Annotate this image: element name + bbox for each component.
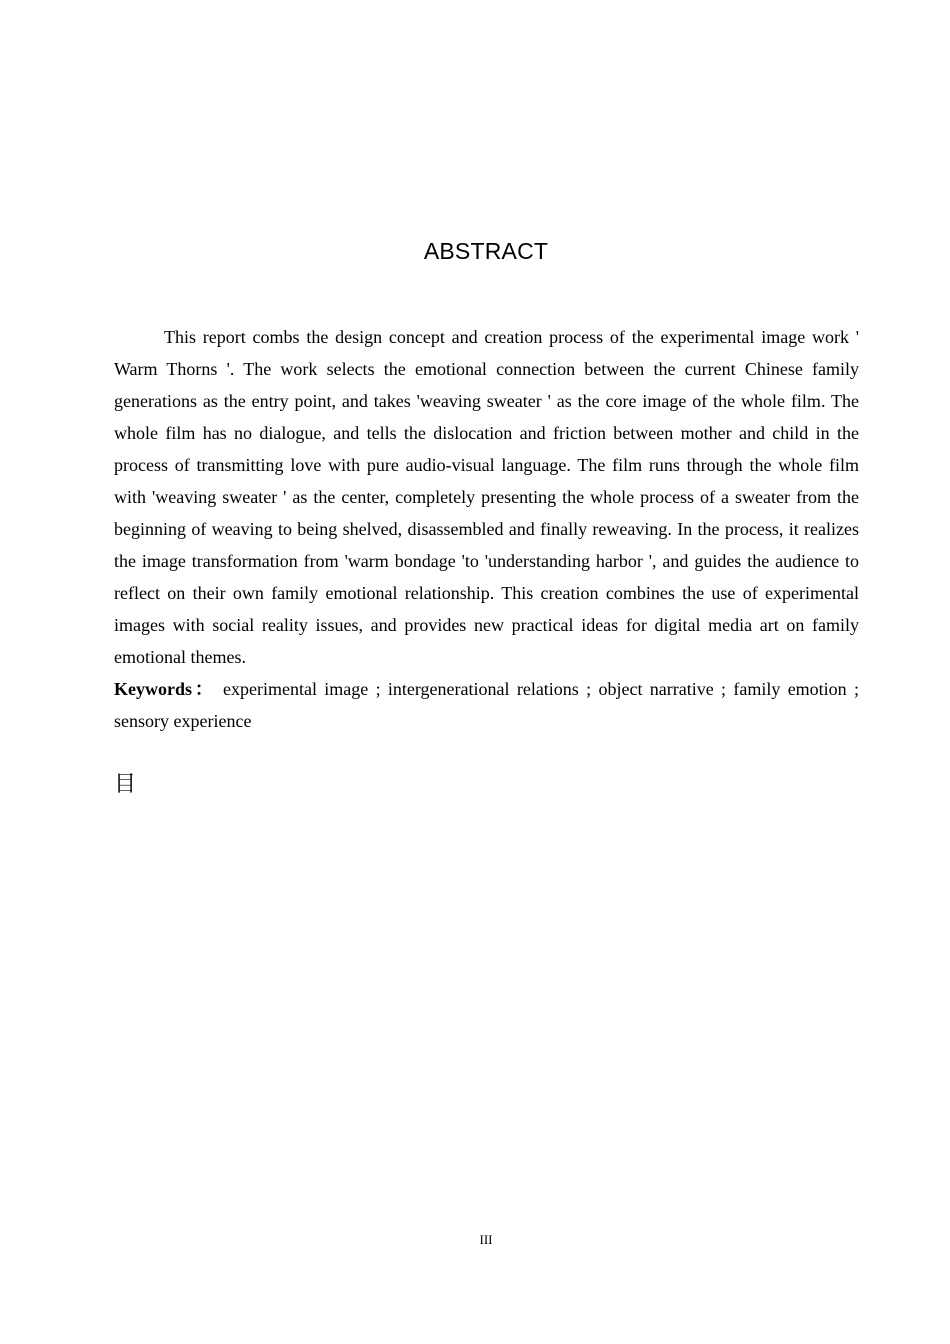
- abstract-title: ABSTRACT: [423, 238, 549, 264]
- keywords-line: [114, 673, 859, 737]
- keywords-label: Keywords: [114, 679, 192, 699]
- page-number: III: [479, 1232, 493, 1247]
- abstract-paragraph: This report combs the design concept and creation process of the experimental image work ' Warm Thorns '. The work selects the emotional connection between the current Chinese family generations as the entry point, and takes 'weaving sweater ' as the core image of the whole film. The whole film has no dialogue, and tells the dislocation and friction between mother and child in the process of transmitting love with pure audio-visual language. The film runs through the whole film with 'weaving sweater ' as the center, completely presenting the whole process of a sweater from the beginning of weaving to being shelved, disassembled and finally reweaving. In the process, it realizes the image transformation from 'warm bondage 'to 'understanding harbor ', and guides the audience to reflect on their own family emotional relationship. This creation combines the use of experimental images with social reality issues, and provides new practical ideas for digital media art on family emotional themes.: [114, 327, 859, 667]
- keywords-text: experimental image ; intergenerational relations ; object narrative ; family emotion ; sensory experience: [114, 679, 860, 731]
- abstract-body: [114, 321, 859, 737]
- toc-heading: 目: [114, 772, 137, 797]
- keywords-separator: ：: [192, 679, 216, 699]
